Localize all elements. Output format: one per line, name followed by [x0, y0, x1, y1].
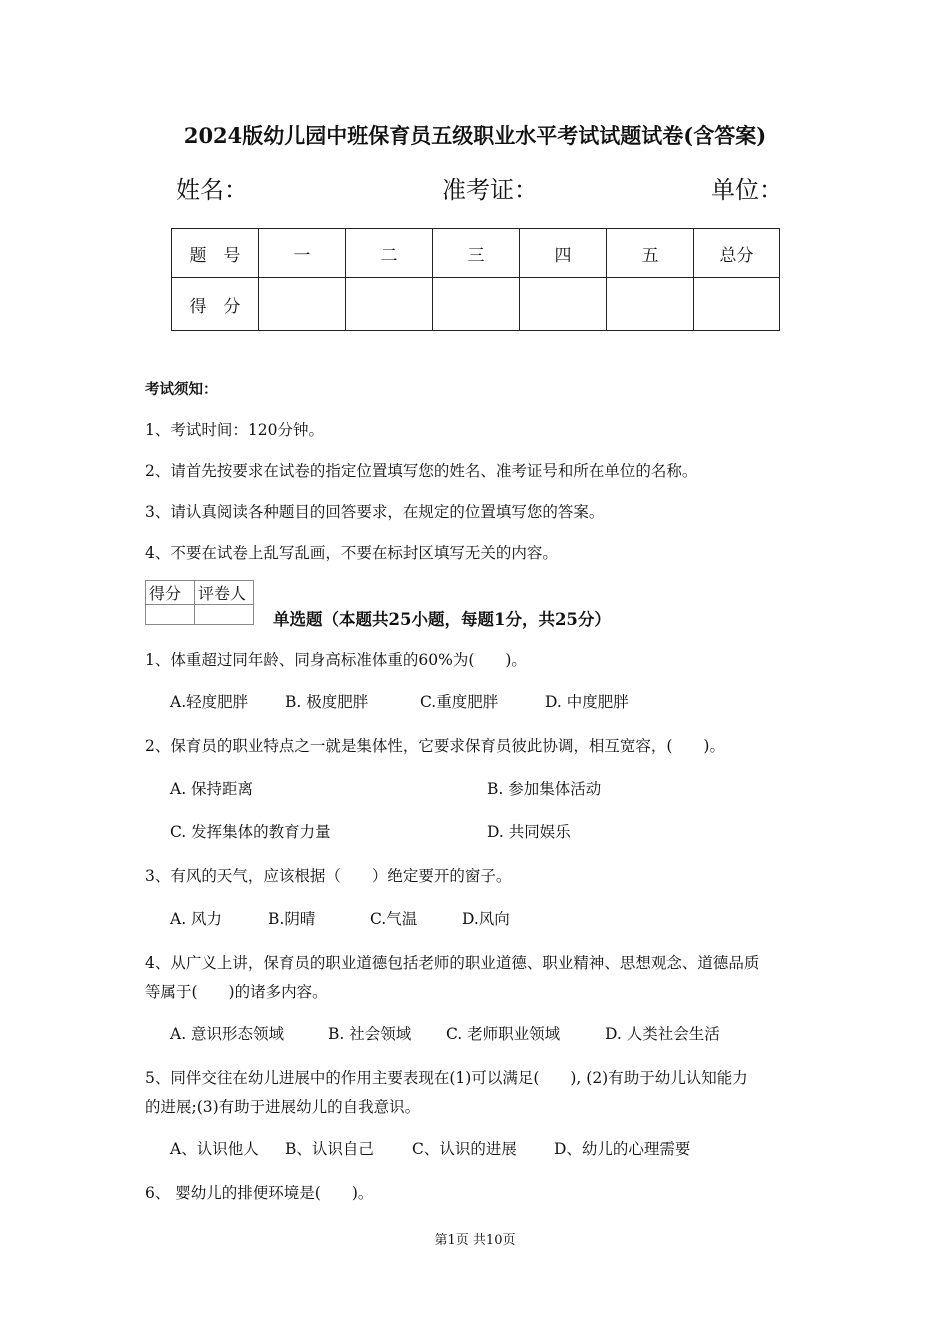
q5-option-a[interactable]: A、认识他人 — [170, 1140, 259, 1158]
q2-option-a[interactable]: A. 保持距离 — [170, 780, 254, 798]
score-header-cell: 题 号 — [172, 229, 259, 278]
q2-option-c[interactable]: C. 发挥集体的教育力量 — [170, 823, 331, 841]
score-cell[interactable] — [259, 278, 346, 331]
score-table-header-row — [172, 229, 780, 278]
q5-option-d[interactable]: D、幼儿的心理需要 — [554, 1140, 691, 1158]
notice-item: 2、请首先按要求在试卷的指定位置填写您的姓名、准考证号和所在单位的名称。 — [145, 462, 698, 480]
q2-option-b[interactable]: B. 参加集体活动 — [487, 780, 602, 798]
notice-item: 3、请认真阅读各种题目的回答要求，在规定的位置填写您的答案。 — [145, 503, 605, 521]
q4-option-d[interactable]: D. 人类社会生活 — [605, 1025, 720, 1043]
score-cell[interactable] — [520, 278, 607, 331]
question-5: 5、同伴交往在幼儿进展中的作用主要表现在(1)可以满足( ), (2)有助于幼儿认知能力 — [145, 1069, 748, 1087]
notice-title: 考试须知： — [145, 381, 218, 398]
score-header-cell: 五 — [607, 229, 694, 278]
score-cell[interactable] — [346, 278, 433, 331]
q1-option-c[interactable]: C.重度肥胖 — [420, 693, 499, 711]
question-5-cont: 的进展;(3)有助于进展幼儿的自我意识。 — [145, 1098, 421, 1116]
q3-option-d[interactable]: D.风向 — [462, 910, 510, 928]
score-cell[interactable] — [433, 278, 520, 331]
question-1: 1、体重超过同年龄、同身高标准体重的60%为( )。 — [145, 651, 527, 669]
grader-score-cell[interactable] — [146, 605, 195, 625]
score-header-cell: 一 — [259, 229, 346, 278]
question-3: 3、有风的天气，应该根据（ ）绝定要开的窗子。 — [145, 867, 512, 885]
q4-option-a[interactable]: A. 意识形态领域 — [170, 1025, 285, 1043]
name-label: 姓名： — [176, 176, 248, 204]
exam-id-label: 准考证： — [442, 176, 538, 204]
score-table-score-row — [172, 278, 780, 331]
section-title: 单选题（本题共25小题，每题1分，共25分） — [273, 610, 611, 629]
score-header-cell: 三 — [433, 229, 520, 278]
score-header-cell: 四 — [520, 229, 607, 278]
q5-option-c[interactable]: C、认识的进展 — [412, 1140, 517, 1158]
unit-label: 单位： — [711, 176, 783, 204]
score-header-cell: 二 — [346, 229, 433, 278]
score-table — [171, 228, 780, 331]
q2-option-d[interactable]: D. 共同娱乐 — [487, 823, 571, 841]
score-cell[interactable] — [607, 278, 694, 331]
grader-name-label: 评卷人 — [195, 581, 254, 605]
grader-name-cell[interactable] — [195, 605, 254, 625]
score-cell[interactable] — [694, 278, 780, 331]
document-title: 2024版幼儿园中班保育员五级职业水平考试试题试卷(含答案) — [183, 123, 767, 148]
q1-option-b[interactable]: B. 极度肥胖 — [285, 693, 369, 711]
notice-item: 1、考试时间：120分钟。 — [145, 421, 324, 439]
notice-item: 4、不要在试卷上乱写乱画，不要在标封区填写无关的内容。 — [145, 544, 558, 562]
q4-option-c[interactable]: C. 老师职业领域 — [446, 1025, 561, 1043]
q1-option-d[interactable]: D. 中度肥胖 — [545, 693, 629, 711]
question-6: 6、 婴幼儿的排便环境是( )。 — [145, 1184, 374, 1202]
q1-option-a[interactable]: A.轻度肥胖 — [170, 693, 249, 711]
grader-score-label: 得分 — [146, 581, 195, 605]
q5-option-b[interactable]: B、认识自己 — [285, 1140, 374, 1158]
q3-option-a[interactable]: A. 风力 — [170, 910, 223, 928]
question-4-cont: 等属于( )的诸多内容。 — [145, 983, 328, 1001]
q4-option-b[interactable]: B. 社会领域 — [328, 1025, 412, 1043]
q3-option-c[interactable]: C.气温 — [370, 910, 418, 928]
q3-option-b[interactable]: B.阴晴 — [268, 910, 316, 928]
score-header-cell: 总分 — [694, 229, 780, 278]
grader-box — [145, 580, 254, 625]
question-4: 4、从广义上讲，保育员的职业道德包括老师的职业道德、职业精神、思想观念、道德品质 — [145, 954, 760, 972]
score-row-label: 得 分 — [172, 278, 259, 331]
page-footer: 第1页 共10页 — [434, 1233, 516, 1248]
question-2: 2、保育员的职业特点之一就是集体性，它要求保育员彼此协调，相互宽容，( )。 — [145, 737, 725, 755]
